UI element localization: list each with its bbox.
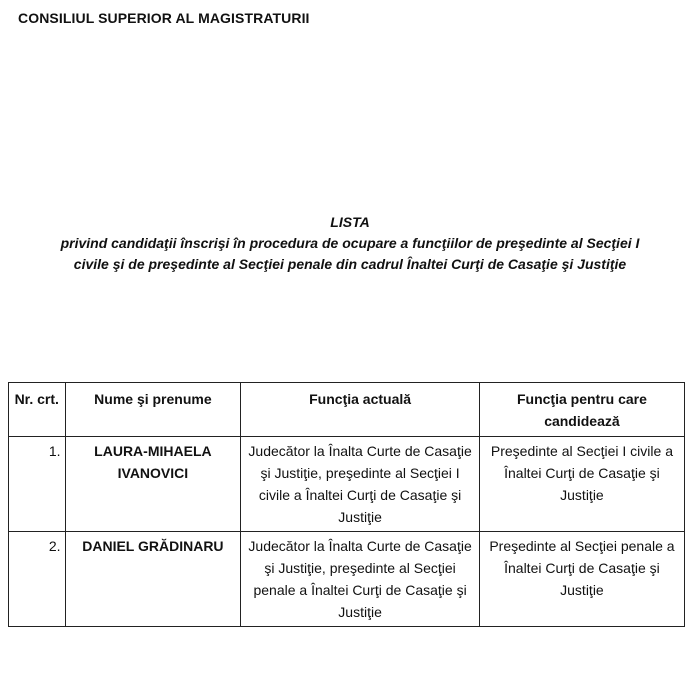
candidates-table <box>8 382 685 627</box>
candidate-function: Preşedinte al Secţiei penale a Înaltei Curţi de Casaţie şi Justiţie <box>479 532 684 627</box>
document-title-block <box>0 212 700 275</box>
document-heading: LISTA <box>330 214 370 230</box>
candidate-name: DANIEL GRĂDINARU <box>65 532 241 627</box>
document-subtitle-line-1: privind candidaţii înscrişi în procedura de ocupare a funcţiilor de preşedinte al Secţiei I <box>60 235 640 251</box>
document-subtitle-line-2: civile şi de preşedinte al Secţiei penale din cadrul Înaltei Curţi de Casaţie şi Justiţie <box>73 256 627 272</box>
header-nr-crt: Nr. crt. <box>9 383 66 437</box>
row-number: 2. <box>9 532 66 627</box>
table-row <box>9 437 685 532</box>
header-name: Nume şi prenume <box>65 383 241 437</box>
row-number: 1. <box>9 437 66 532</box>
table-header-row <box>9 383 685 437</box>
organization-name: CONSILIUL SUPERIOR AL MAGISTRATURII <box>18 10 310 26</box>
current-function: Judecător la Înalta Curte de Casaţie şi Justiţie, preşedinte al Secţiei penale a Înaltei Curţi de Casaţie şi Justiţie <box>241 532 480 627</box>
header-current-function: Funcţia actuală <box>241 383 480 437</box>
candidate-function: Preşedinte al Secţiei I civile a Înaltei Curţi de Casaţie şi Justiţie <box>479 437 684 532</box>
table-row <box>9 532 685 627</box>
candidate-name: LAURA-MIHAELA IVANOVICI <box>65 437 241 532</box>
current-function: Judecător la Înalta Curte de Casaţie şi Justiţie, preşedinte al Secţiei I civile a Înaltei Curţi de Casaţie şi Justiţie <box>241 437 480 532</box>
header-candidate-function: Funcţia pentru care candidează <box>479 383 684 437</box>
